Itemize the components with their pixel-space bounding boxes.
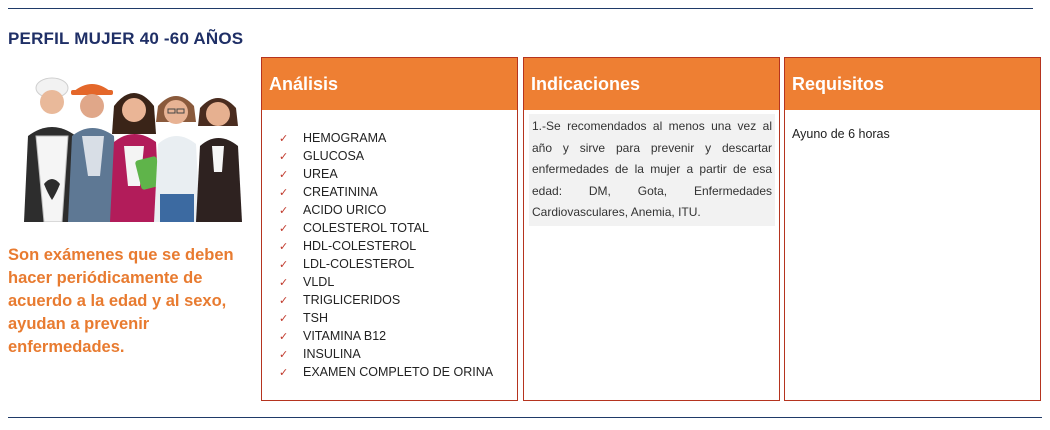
list-item: ✓ TRIGLICERIDOS	[279, 293, 401, 307]
list-item: ✓ CREATININA	[279, 185, 378, 199]
check-icon: ✓	[279, 186, 289, 199]
check-icon: ✓	[279, 240, 289, 253]
list-item: ✓ COLESTEROL TOTAL	[279, 221, 429, 235]
top-divider	[8, 8, 1033, 9]
list-item: ✓ VITAMINA B12	[279, 329, 387, 343]
list-item: ✓ HEMOGRAMA	[279, 131, 387, 145]
panel-analisis	[261, 57, 518, 401]
list-item: ✓ VLDL	[279, 275, 335, 289]
check-icon: ✓	[279, 312, 289, 325]
group-of-women-photo	[10, 66, 244, 222]
list-item: ✓ INSULINA	[279, 347, 361, 361]
list-item: ✓ UREA	[279, 167, 338, 181]
check-icon: ✓	[279, 204, 289, 217]
panel-indicaciones	[523, 57, 780, 401]
requisitos-text: Ayuno de 6 horas	[792, 127, 890, 141]
check-icon: ✓	[279, 168, 289, 181]
check-icon: ✓	[279, 258, 289, 271]
bottom-divider	[8, 417, 1042, 418]
tagline: Son exámenes que se deben hacer periódicamente de acuerdo a la edad y al sexo, ayudan a prevenir enfermedades.	[8, 246, 234, 356]
person-4	[154, 96, 200, 222]
list-item: ✓ HDL-COLESTEROL	[279, 239, 417, 253]
check-icon: ✓	[279, 348, 289, 361]
check-icon: ✓	[279, 132, 289, 145]
check-icon: ✓	[279, 276, 289, 289]
panel-analisis-header: Análisis	[262, 58, 517, 110]
list-item: ✓ TSH	[279, 311, 328, 325]
panel-indicaciones-header: Indicaciones	[524, 58, 779, 110]
list-item: ✓ GLUCOSA	[279, 149, 365, 163]
check-icon: ✓	[279, 294, 289, 307]
check-icon: ✓	[279, 222, 289, 235]
panel-requisitos	[784, 57, 1041, 401]
check-icon: ✓	[279, 366, 289, 379]
analisis-list	[262, 110, 517, 381]
list-item: ✓ LDL-COLESTEROL	[279, 257, 415, 271]
check-icon: ✓	[279, 330, 289, 343]
list-item: ✓ ACIDO URICO	[279, 203, 387, 217]
page-title: PERFIL MUJER 40 -60 AÑOS	[8, 29, 244, 48]
person-5	[196, 98, 242, 222]
check-icon: ✓	[279, 150, 289, 163]
list-item: ✓ EXAMEN COMPLETO DE ORINA	[279, 365, 494, 379]
panel-requisitos-header: Requisitos	[785, 58, 1040, 110]
indicaciones-text: 1.-Se recomendados al menos una vez al año y sirve para prevenir y descartar enfermedades de la mujer a partir de esa edad: DM, Gota, Enfermedades Cardiovasculares, Anemia, ITU.	[529, 114, 775, 226]
